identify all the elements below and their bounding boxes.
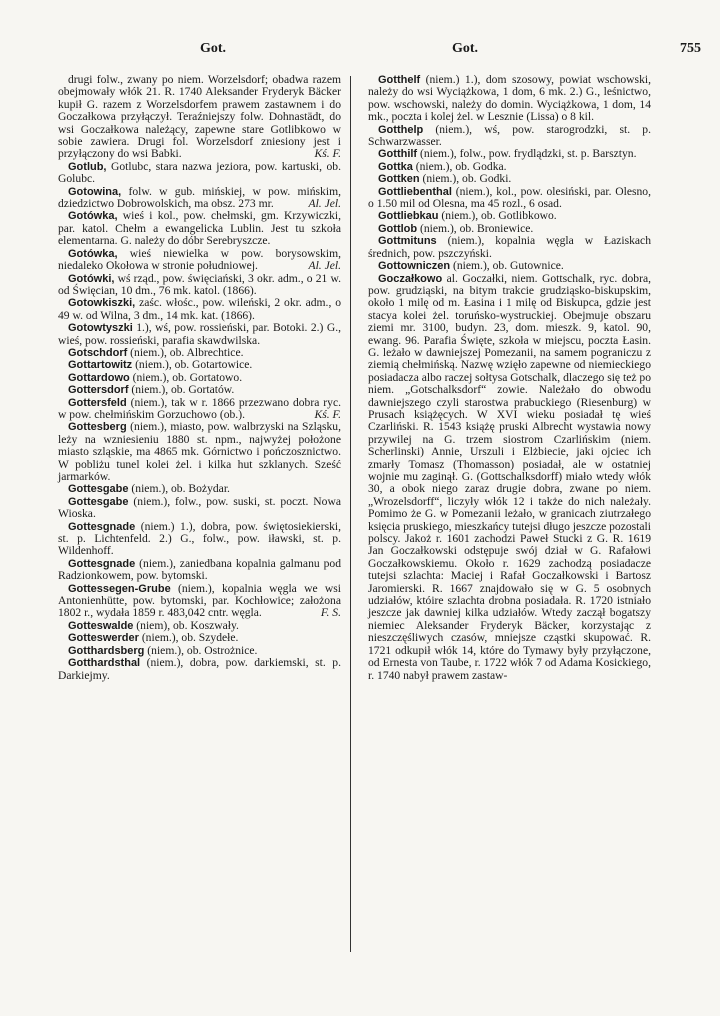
entry-text: (niem.), ob. Gotlibkowo. [438,209,557,223]
entry-headword: Gotthardsthal [68,657,141,670]
entry-headword: Gotthelp [378,123,424,136]
entry-signature: Al. Jel. [308,259,341,273]
dictionary-entry [58,161,341,186]
entry-headword: Gotthelf [378,74,421,86]
entry-text: (niem.), ob. Szydełe. [138,631,239,645]
entry-headword: Gottken [378,173,420,186]
entry-headword: Gotówka, [68,247,118,260]
dictionary-entry [368,186,651,211]
entry-headword: Gotowkiszki, [68,297,136,310]
dictionary-entry [368,124,651,149]
entry-headword: Gottmituns [378,235,437,248]
dictionary-entry [368,273,651,682]
entry-text: (niem.), tak w r. 1866 przezwano dobra ryc. w pow. chełmińskim Gorzuchowo (ob.). [58,395,341,421]
dictionary-entry [58,248,341,273]
entry-headword: Gotowina, [68,185,122,198]
entry-text: al. Goczałki, niem. Gottschalk, ryc. dobra, pow. grudziąski, na bitym trakcie grudziąsko-biskupskim, około 1 milę od m. Łasina i 1 milę od Biskupca, gdzie jest stacya kolei żel. toruńsko-wystruckiej. Obejmuje obszaru ziemi mr. 3100, budyn. 23, dom. mieszk. 9, katol. 90, ewang. 96. Parafia Święte, szkoła w miejscu, poczta Łasin. G. leżało w dawniejszej Pomezanii, na samem pograniczu z ziemią chełmińską. Nazwę wzięło zapewne od niemieckiego posiadacza albo raczej sołtysa Gotschalk, dlaczego się też po niem. „Gotschalksdorf“ zowie. Należało do obwodu dawniejszego czyli starostwa prabuckiego (Riesenburg) w Prusach książęcych. W XVI wieku posiadał tę wieś Czarliński. R. 1543 książę pruski Albrecht wystawia nowy przywilej na G. trzem siostrom Czarlińskim (niem. Scherlinski) Annie, Urszuli i Elżbiecie, jaki ojciec ich zmarły Tomasz (Thomasson) posiadał, ale w ostatniej wojnie mu zaginął. G. (Gottschalksdorff) miało wtedy włók 30, a obok niego zaraz drugie dobra, zwane po niem. „Wrozelsdorff“, liczyły włók 12 i także do nich należały. Pomimo że G. w Pomezanii leżało, w granicach ziutrzałego księcia pruskiego, mieszkańcy tutejsi długo jeszcze pozostali polscy. Jakoż r. 1601 zachodzi Paweł Stucki z G. R. 1619 Jan Goczałkowski odstępuje swój dział w G. Rafałowi Goczałkowskiemu. Około r. 1629 zachodzą posiadacze tutejsi szlachta: Maciej i Rafał Goczałkowski i Bartosz Jaromierski. R. 1667 znajdowało się w G. 5 osobnych udziałów, któire szlachta drobna posiadała. R. 1720 istniało jeszcze jak dawniej kilka udziałów. Wtedy zaczął bogatszy niemiec Aleksander Fryderyk Bäcker, korzystając z nieszczęśliwych czasów, mniejsze cząstki skupować. R. 1721 odkupił włók 14, które do Tymawy były przyłączone, od Ernesta von Taube, r. 1722 włók 7 od Adama Kosickiego, r. 1740 nabył prawem zastaw- [368,271,651,682]
entry-headword: Gottowniczen [378,260,451,273]
entry-headword: Gotowtyszki [68,322,133,335]
entry-headword: Gottartowitz [68,359,133,372]
dictionary-entry [58,210,341,247]
entry-text: (niem.), zaniedbana kopalnia galmanu pod Radzionkowem, pow. bytomski. [58,556,341,583]
entry-headword: Gotówki, [68,272,115,285]
left-column [58,74,341,682]
entry-text: Gotlubc, stara nazwa jeziora, pow. kartuski, ob. Golubc. [58,159,341,186]
dictionary-entry [58,74,341,161]
entry-headword: Gotteswalde [68,619,134,632]
header-center-guideword: Got. [452,41,479,56]
column-divider [350,76,351,952]
entry-text: (niem.), folw., pow. frydlądzki, st. p. Barsztyn. [417,147,637,161]
entry-text: (niem.), ob. Gutownice. [450,259,564,273]
entry-headword: Gottesgabe [68,495,129,508]
entry-text: (niem.), ob. Godki. [419,172,512,186]
dictionary-entry [368,74,651,124]
entry-headword: Gottessegen-Grube [68,582,171,595]
entry-text: wś rząd., pow. święciański, 3 okr. adm., o 21 w. od Święcian, 10 dm., 76 mk. katol. (1866). [58,271,341,297]
right-column [368,74,651,682]
dictionary-entry [58,297,341,322]
entry-headword: Gottesgnade [68,557,136,570]
entry-headword: Gottliebenthal [378,185,452,198]
dictionary-entry [368,235,651,260]
entry-signature: Al. Jel. [308,197,341,211]
entry-text: wieś niewielka w pow. borysowskim, niedaleko Okołowa w stronie południowej. [58,246,341,273]
entry-text: (niem.), kopalnia węgla we wsi Antonienhütte, pow. bytomski, par. Kochłowice; założona 1802 r., wydała 1859 r. 483,042 cntr. węgla. [58,581,341,620]
dictionary-entry [58,521,341,558]
entry-signature: Kś. F. [314,407,341,421]
entry-text: (niem.), ob. Bronіewice. [417,221,534,235]
entry-text: (niem.), kopalnia węgla w Łaziskach średnich, pow. pszczyński. [368,234,651,260]
dictionary-entry [58,496,341,521]
entry-headword: Gotschdorf [68,346,128,359]
dictionary-entry [58,273,341,298]
entry-text: zaśc. włośc., pow. wileński, 2 okr. adm., o 49 w. od Wilna, 3 dm., 14 mk. kat. (1866). [58,296,341,322]
entry-headword: Gotówka, [68,210,118,223]
entry-text: (niem.), kol., pow. olesiński, par. Olesno, o 1.50 mil od Olesna, ma 45 rozl., 6 osad. [368,184,651,211]
entry-text: (niem), ob. Koszwały. [133,618,239,632]
entry-headword: Gottlob [378,222,418,235]
entry-headword: Gotthardsberg [68,644,145,657]
entry-text: (niem.), ob. Gortatowo. [129,370,243,384]
entry-text: (niem.) 1.), dom szosowy, powiat wschowski, należy do wsi Wyciążkowa, 1 dom, 6 mk. 2.) G., leśnictwo, pow. wschowski, należy do domin. Wyciążkowa, 1 dom, 14 mk., poczta i kolej żel. w Lesznie (Lissa) o 8 kil. [368,73,651,124]
entry-text: (niem.), folw., pow. suski, st. poczt. Nowa Wioska. [58,494,341,521]
entry-text: (niem.), dobra, pow. darkiemski, st. p. Darkiejmy. [58,656,341,682]
entry-text: folw. w gub. mińskiej, w pow. mińskim, dziedzictwo Dobrowolskich, ma obsz. 273 mr. [58,184,341,211]
dictionary-entry [58,322,341,347]
entry-text: (niem.), ob. Godka. [412,159,507,173]
page-number: 755 [680,41,701,56]
entry-headword: Gotthilf [378,148,418,161]
dictionary-entry [58,583,341,620]
dictionary-entry [58,558,341,583]
entry-text: (niem.), ob. Bożydar. [128,482,230,496]
entry-text: 1.), wś, pow. rossieński, par. Botoki. 2.) G., wieś, pow. rossieński, parafia skawdwilska. [58,321,341,347]
entry-text: (niem.), ob. Gotartowice. [132,358,253,372]
entry-signature: F. S. [320,606,341,620]
entry-signature: Kś. F. [314,147,341,161]
entry-text: (niem.), ob. Gortatów. [128,383,235,397]
entry-text: (niem.), ob. Ostrożnice. [144,643,258,657]
entry-headword: Goczałkowo [378,272,443,285]
dictionary-entry [368,148,651,160]
entry-headword: Gottliebkau [378,210,439,223]
entry-text: wieś i kol., pow. chełmski, gm. Krzywiczki, par. katol. Chełm a ewangelicka Lublin. Jest tu szkoła elementarna. G. należy do dóbr Serebryszcze. [58,209,341,248]
entry-text: (niem.), wś, pow. starogrodzki, st. p. Schwarzwasser. [368,122,651,149]
entry-text: (niem.), miasto, pow. walbrzyski na Szląsku, leży na wzniesieniu 1880 st. npm., najwyżej położone miasto szląskie, ma 4865 mk. Górnictwo i pończosznictwo. W pobliżu tunel kolei żel. i kilka hut szklanych. Sześć jarmarków. [58,420,341,483]
entry-headword: Gottersfeld [68,396,127,409]
dictionary-entry [58,657,341,682]
entry-text: drugi folw., zwany po niem. Worzelsdorf; obadwa razem obejmowały włók 21. R. 1740 Aleksander Fryderyk Bäcker kupił G. razem z Worzelsdorfem prawem zastawnem i do Goczałkowa przyłączył. Teraźniejszy folw. Dohnastädt, do wsi Goczałkowa należący, zapewne stare Gotlibkowo w sobie zawiera. Drugi fol. Worzelsdorf zniesiony jest i przyłączony do wsi Babki. [58,73,341,161]
entry-headword: Gottka [378,160,413,173]
entry-headword: Gottesberg [68,421,127,434]
entry-text: (niem.) 1.), dobra, pow. świętosiekierski, st. p. Lichtenfeld. 2.) G., folw., pow. iławski, st. p. Wildenhoff. [58,519,341,558]
entry-headword: Gottesgnade [68,520,136,533]
header-left-guideword: Got. [200,41,227,56]
entry-headword: Gottersdorf [68,384,129,397]
entry-headword: Gottesgabe [68,483,129,496]
dictionary-entry [58,186,341,211]
dictionary-entry [58,397,341,422]
entry-headword: Gotteswerder [68,632,139,645]
entry-headword: Gotlub, [68,160,107,173]
entry-headword: Gottardowo [68,371,130,384]
page-header [0,41,720,61]
entry-text: (niem.), ob. Albrechtice. [127,345,244,359]
dictionary-entry [58,421,341,483]
